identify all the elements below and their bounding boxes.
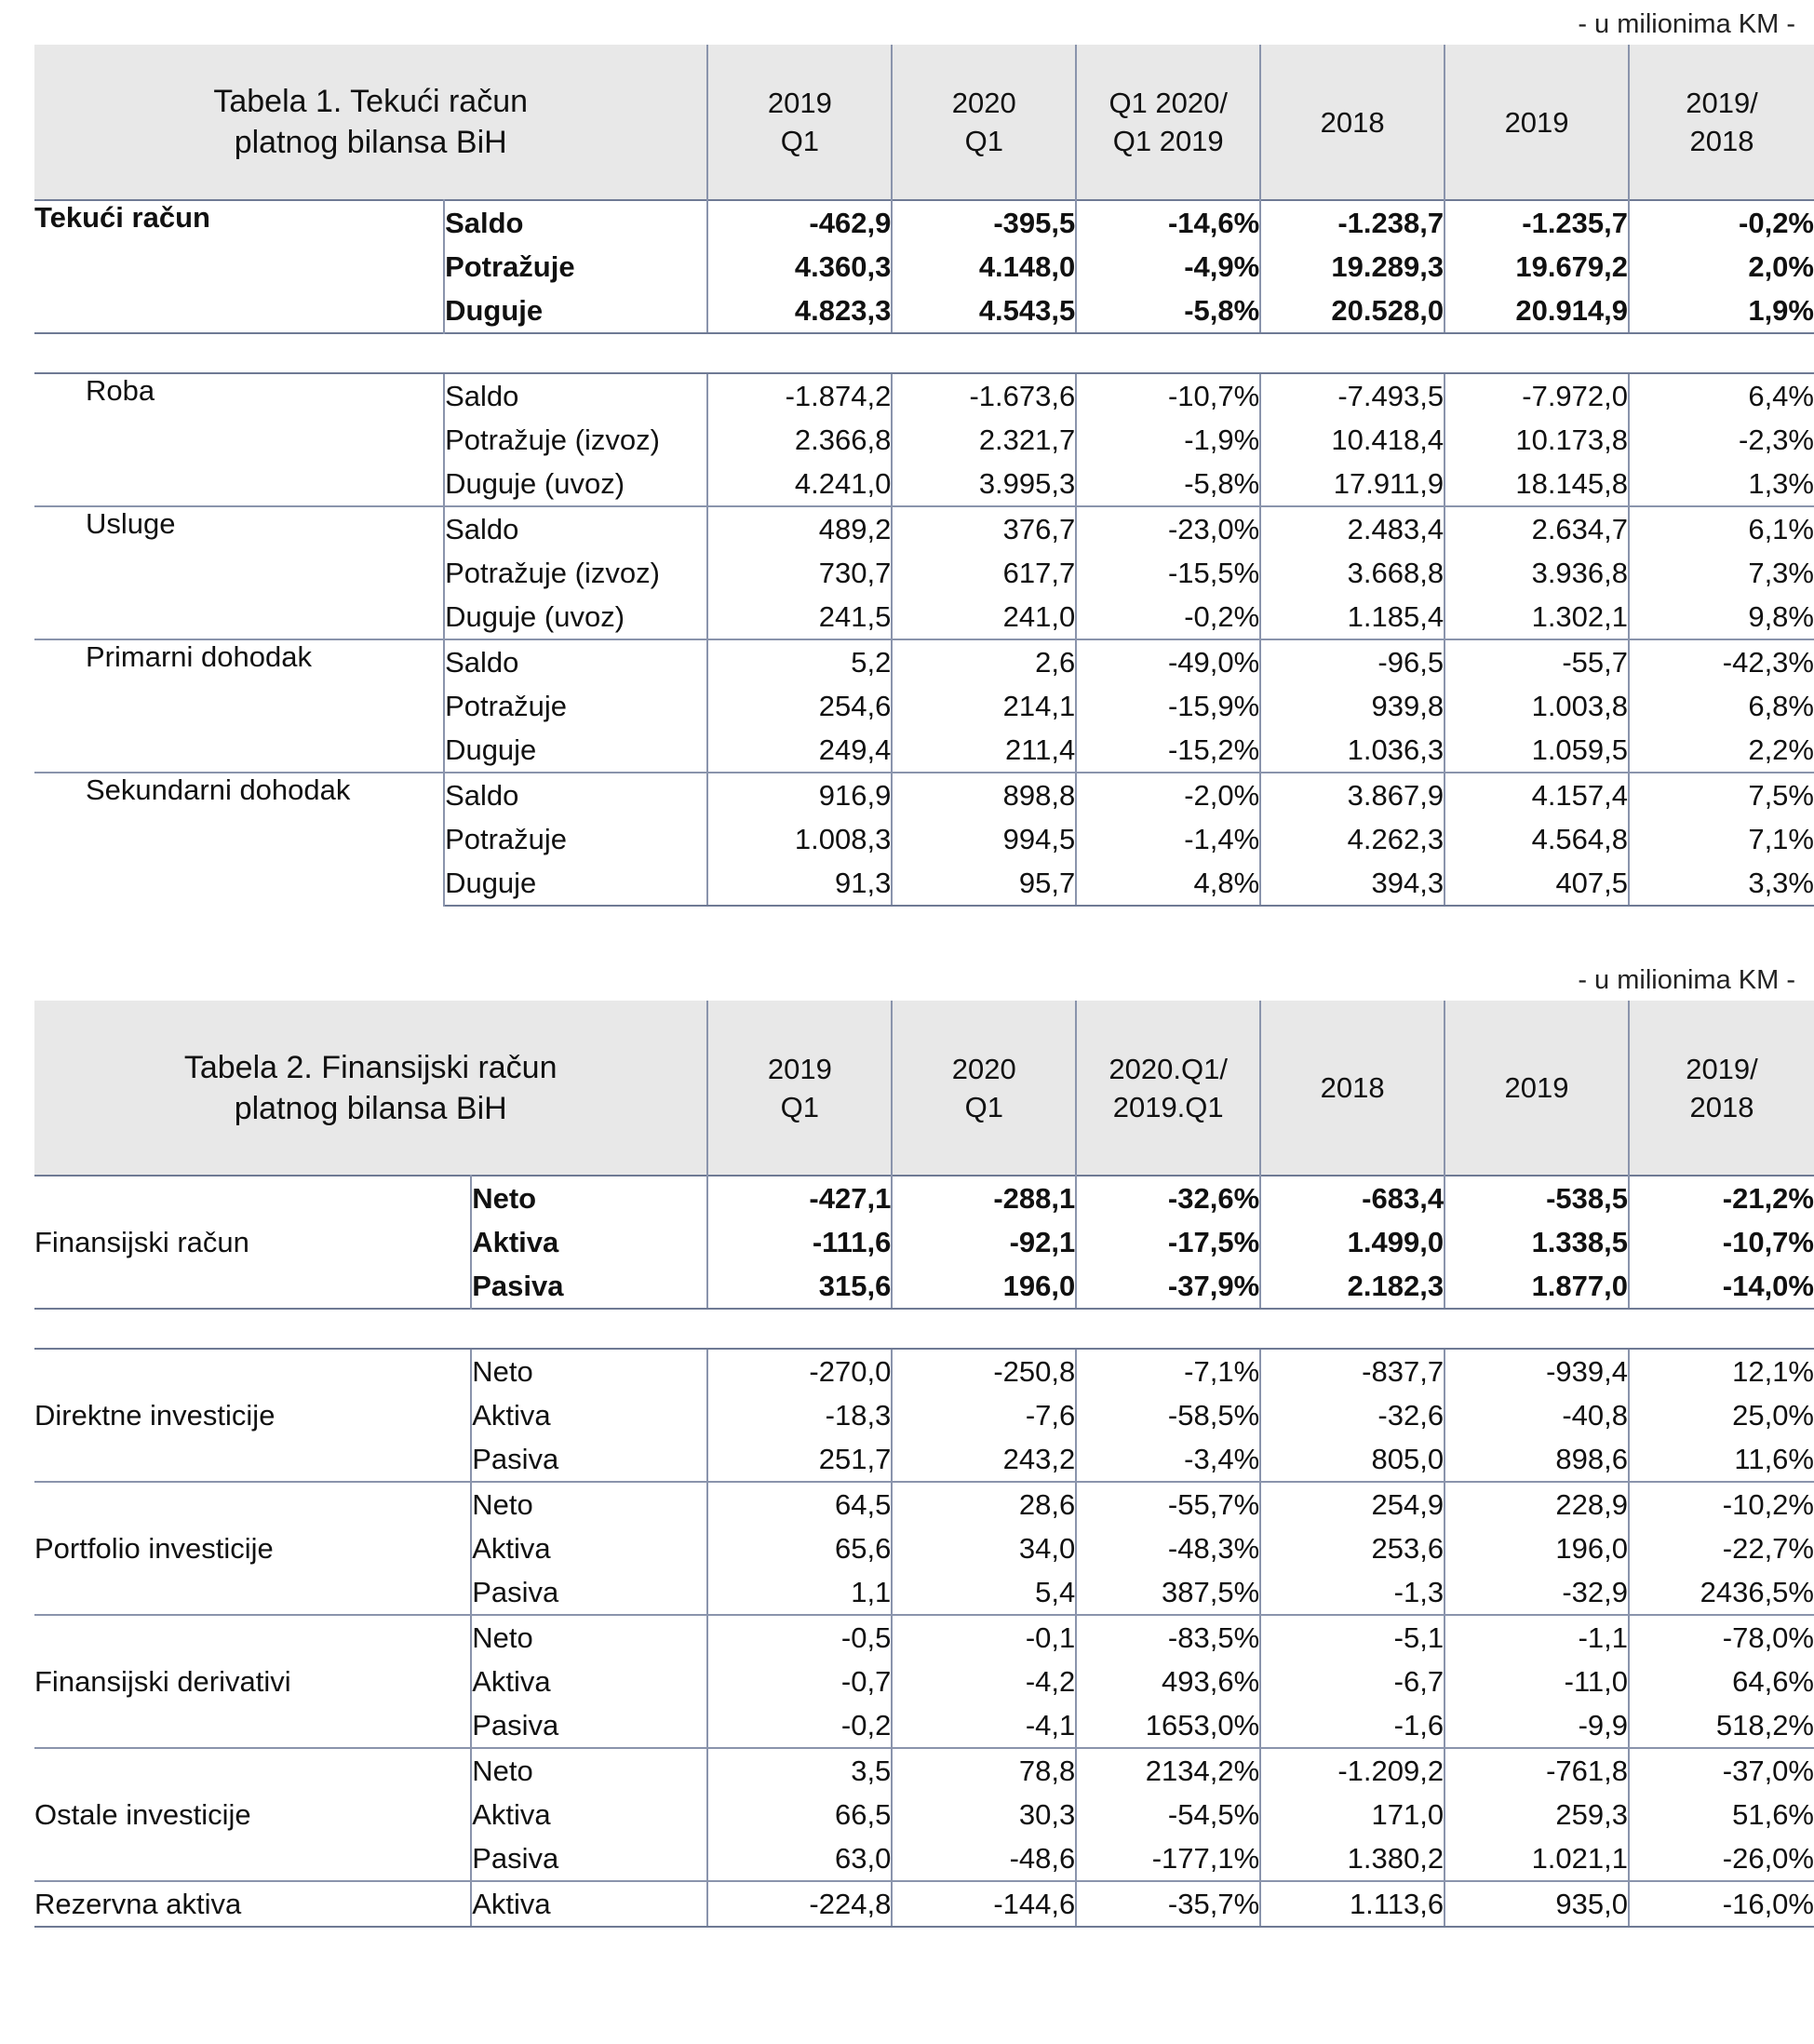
value-cell: 916,9 bbox=[707, 773, 892, 817]
value-cell: -7.972,0 bbox=[1444, 373, 1629, 418]
value-cell: 259,3 bbox=[1444, 1793, 1629, 1836]
value-cell: 1.338,5 bbox=[1444, 1220, 1629, 1264]
value-cell: -270,0 bbox=[707, 1349, 892, 1393]
value-cell: 1.008,3 bbox=[707, 817, 892, 861]
value-cell: 2.182,3 bbox=[1260, 1264, 1444, 1309]
row-sub-label: Pasiva bbox=[471, 1264, 707, 1309]
row-sub-label: Aktiva bbox=[471, 1220, 707, 1264]
financial-account-table bbox=[34, 1001, 1814, 1928]
group-label: Roba bbox=[34, 373, 444, 506]
group-label: Rezervna aktiva bbox=[34, 1881, 471, 1927]
row-sub-label: Pasiva bbox=[471, 1703, 707, 1748]
table1-title bbox=[34, 45, 707, 200]
value-cell: 51,6% bbox=[1732, 1797, 1814, 1831]
value-cell: -4,9% bbox=[1076, 245, 1260, 289]
table-row bbox=[34, 1615, 1814, 1660]
value-cell: 4.157,4 bbox=[1444, 773, 1629, 817]
value-cell: -395,5 bbox=[892, 200, 1076, 245]
value-cell: 20.914,9 bbox=[1444, 289, 1629, 333]
value-cell: -23,0% bbox=[1076, 506, 1260, 551]
table1-col-header-4 bbox=[1444, 45, 1629, 200]
value-cell: 4.564,8 bbox=[1444, 817, 1629, 861]
value-cell: -92,1 bbox=[892, 1220, 1076, 1264]
value-cell: 7,5% bbox=[1629, 773, 1814, 817]
value-cell: 9,8% bbox=[1748, 599, 1814, 633]
table1-col-header-3 bbox=[1260, 45, 1444, 200]
row-sub-label: Aktiva bbox=[471, 1526, 707, 1570]
row-sub-label: Potražuje (izvoz) bbox=[444, 551, 707, 595]
value-cell: 251,7 bbox=[707, 1437, 892, 1482]
table1-col-header-3-line0: 2018 bbox=[1320, 105, 1385, 139]
value-cell: -78,0% bbox=[1629, 1615, 1814, 1660]
value-cell: -288,1 bbox=[892, 1176, 1076, 1220]
group-label: Tekući račun bbox=[34, 200, 444, 333]
table1-col-header-2 bbox=[1076, 45, 1260, 200]
value-cell: -0,2% bbox=[1629, 200, 1814, 245]
value-cell: 25,0% bbox=[1732, 1398, 1814, 1432]
row-sub-label: Duguje bbox=[444, 861, 707, 906]
value-cell: 11,6% bbox=[1734, 1442, 1814, 1475]
value-cell: 214,1 bbox=[892, 684, 1076, 728]
value-cell: -1.874,2 bbox=[707, 373, 892, 418]
table1-col-header-4-line0: 2019 bbox=[1504, 105, 1569, 139]
value-cell: 34,0 bbox=[892, 1526, 1076, 1570]
table1-col-header-0-line0: 2019 bbox=[767, 87, 832, 119]
value-cell: 65,6 bbox=[707, 1526, 892, 1570]
value-cell: 241,0 bbox=[892, 595, 1076, 639]
value-cell: -0,2% bbox=[1076, 595, 1260, 639]
table-row bbox=[34, 1482, 1814, 1526]
table2-col-header-1 bbox=[892, 1001, 1076, 1176]
value-cell: 10.173,8 bbox=[1444, 418, 1629, 462]
current-account-table bbox=[34, 45, 1814, 907]
group-label: Usluge bbox=[34, 506, 444, 639]
value-cell: -21,2% bbox=[1629, 1176, 1814, 1220]
value-cell: -1,9% bbox=[1076, 418, 1260, 462]
value-cell: 4,8% bbox=[1076, 861, 1260, 906]
value-cell: 3.668,8 bbox=[1260, 551, 1444, 595]
value-cell: 315,6 bbox=[707, 1264, 892, 1309]
table1-title-line1: Tabela 1. Tekući račun bbox=[213, 84, 529, 119]
table2-title-line1: Tabela 2. Finansijski račun bbox=[183, 1049, 558, 1085]
value-cell: 254,6 bbox=[707, 684, 892, 728]
row-sub-label: Pasiva bbox=[471, 1570, 707, 1615]
value-cell: -7,6 bbox=[892, 1393, 1076, 1437]
value-cell: 243,2 bbox=[892, 1437, 1076, 1482]
table2-col-header-4 bbox=[1444, 1001, 1629, 1176]
table2-col-header-4-line0: 2019 bbox=[1504, 1071, 1569, 1104]
value-cell: -42,3% bbox=[1629, 639, 1814, 684]
value-cell: -58,5% bbox=[1076, 1393, 1260, 1437]
separator-cell bbox=[34, 333, 1814, 373]
table2-col-header-3 bbox=[1260, 1001, 1444, 1176]
value-cell: 19.679,2 bbox=[1444, 245, 1629, 289]
value-cell: -32,9 bbox=[1444, 1570, 1629, 1615]
value-cell: 805,0 bbox=[1260, 1437, 1444, 1482]
group-label: Sekundarni dohodak bbox=[34, 773, 444, 906]
value-cell: 4.241,0 bbox=[707, 462, 892, 506]
value-cell: -1,3 bbox=[1260, 1570, 1444, 1615]
value-cell: -111,6 bbox=[707, 1220, 892, 1264]
table-row bbox=[34, 1748, 1814, 1793]
value-cell: -761,8 bbox=[1444, 1748, 1629, 1793]
table1-col-header-2-line0: Q1 2020/ bbox=[1109, 87, 1228, 119]
value-cell: 489,2 bbox=[707, 506, 892, 551]
table2-col-header-1-line1: Q1 bbox=[964, 1090, 1003, 1123]
unit-label-table1: - u milionima KM - bbox=[1578, 9, 1795, 39]
value-cell: 2436,5% bbox=[1700, 1575, 1814, 1608]
value-cell: -49,0% bbox=[1076, 639, 1260, 684]
value-cell: -2,0% bbox=[1076, 773, 1260, 817]
value-cell: -10,2% bbox=[1629, 1482, 1814, 1526]
table1-col-header-1 bbox=[892, 45, 1076, 200]
row-sub-label: Potražuje bbox=[444, 245, 707, 289]
value-cell: -48,6 bbox=[892, 1836, 1076, 1881]
value-cell: 2.483,4 bbox=[1260, 506, 1444, 551]
value-cell: 2,2% bbox=[1748, 733, 1814, 766]
table-row bbox=[34, 1881, 1814, 1927]
value-cell: 241,5 bbox=[707, 595, 892, 639]
table2-col-header-0 bbox=[707, 1001, 892, 1176]
row-sub-label: Saldo bbox=[444, 773, 707, 817]
value-cell: 994,5 bbox=[892, 817, 1076, 861]
value-cell: 66,5 bbox=[707, 1793, 892, 1836]
value-cell: 253,6 bbox=[1260, 1526, 1444, 1570]
value-cell: -5,8% bbox=[1076, 289, 1260, 333]
value-cell: 3.995,3 bbox=[892, 462, 1076, 506]
value-cell: -1.238,7 bbox=[1260, 200, 1444, 245]
row-sub-label: Saldo bbox=[444, 639, 707, 684]
value-cell: -16,0% bbox=[1629, 1881, 1814, 1927]
value-cell: 228,9 bbox=[1444, 1482, 1629, 1526]
value-cell: 2.321,7 bbox=[892, 418, 1076, 462]
table2-title-line2: platnog bilansa BiH bbox=[234, 1090, 507, 1126]
group-label: Finansijski račun bbox=[34, 1176, 471, 1309]
group-label: Ostale investicije bbox=[34, 1748, 471, 1881]
value-cell: -14,0% bbox=[1629, 1264, 1814, 1309]
value-cell: 935,0 bbox=[1444, 1881, 1629, 1927]
value-cell: 518,2% bbox=[1715, 1708, 1814, 1741]
value-cell: -1.673,6 bbox=[892, 373, 1076, 418]
value-cell: 493,6% bbox=[1076, 1660, 1260, 1703]
value-cell: -37,9% bbox=[1076, 1264, 1260, 1309]
value-cell: 78,8 bbox=[892, 1748, 1076, 1793]
row-sub-label: Duguje bbox=[444, 289, 707, 333]
table1-col-header-2-line1: Q1 2019 bbox=[1112, 125, 1224, 157]
value-cell: -5,1 bbox=[1260, 1615, 1444, 1660]
table1-title-line2: platnog bilansa BiH bbox=[234, 125, 507, 160]
value-cell: 4.823,3 bbox=[707, 289, 892, 333]
row-sub-label: Neto bbox=[471, 1176, 707, 1220]
value-cell: 898,6 bbox=[1444, 1437, 1629, 1482]
table-row bbox=[34, 1176, 1814, 1220]
value-cell: 28,6 bbox=[892, 1482, 1076, 1526]
value-cell: -224,8 bbox=[707, 1881, 892, 1927]
value-cell: 211,4 bbox=[892, 728, 1076, 773]
value-cell: -939,4 bbox=[1444, 1349, 1629, 1393]
group-label: Direktne investicije bbox=[34, 1349, 471, 1482]
value-cell: 64,5 bbox=[707, 1482, 892, 1526]
row-sub-label: Potražuje bbox=[444, 684, 707, 728]
value-cell: 1.499,0 bbox=[1260, 1220, 1444, 1264]
value-cell: 6,4% bbox=[1629, 373, 1814, 418]
value-cell: 1.380,2 bbox=[1260, 1836, 1444, 1881]
value-cell: -427,1 bbox=[707, 1176, 892, 1220]
group-label: Portfolio investicije bbox=[34, 1482, 471, 1615]
table1-col-header-5-line0: 2019/ bbox=[1686, 87, 1758, 119]
value-cell: 1.003,8 bbox=[1444, 684, 1629, 728]
value-cell: 1.036,3 bbox=[1260, 728, 1444, 773]
group-label: Finansijski derivativi bbox=[34, 1615, 471, 1748]
value-cell: 6,1% bbox=[1629, 506, 1814, 551]
value-cell: -54,5% bbox=[1076, 1793, 1260, 1836]
value-cell: -7.493,5 bbox=[1260, 373, 1444, 418]
table-row bbox=[34, 506, 1814, 551]
value-cell: 2.366,8 bbox=[707, 418, 892, 462]
row-sub-label: Aktiva bbox=[471, 1881, 707, 1927]
value-cell: 376,7 bbox=[892, 506, 1076, 551]
value-cell: -26,0% bbox=[1722, 1841, 1814, 1875]
value-cell: 63,0 bbox=[707, 1836, 892, 1881]
value-cell: -144,6 bbox=[892, 1881, 1076, 1927]
value-cell: 730,7 bbox=[707, 551, 892, 595]
table2-col-header-0-line0: 2019 bbox=[767, 1052, 832, 1085]
value-cell: -32,6 bbox=[1260, 1393, 1444, 1437]
value-cell: 7,3% bbox=[1748, 556, 1814, 589]
value-cell: -837,7 bbox=[1260, 1349, 1444, 1393]
value-cell: -4,2 bbox=[892, 1660, 1076, 1703]
value-cell: 95,7 bbox=[892, 861, 1076, 906]
value-cell: 1.113,6 bbox=[1260, 1881, 1444, 1927]
value-cell: 407,5 bbox=[1444, 861, 1629, 906]
table2-col-header-2 bbox=[1076, 1001, 1260, 1176]
value-cell: -4,1 bbox=[892, 1703, 1076, 1748]
table1-col-header-5 bbox=[1629, 45, 1814, 200]
separator-cell bbox=[34, 1309, 1814, 1349]
table2-col-header-1-line0: 2020 bbox=[951, 1052, 1016, 1085]
value-cell: 171,0 bbox=[1260, 1793, 1444, 1836]
value-cell: 1,3% bbox=[1748, 466, 1814, 500]
value-cell: -1,4% bbox=[1076, 817, 1260, 861]
value-cell: -0,1 bbox=[892, 1615, 1076, 1660]
value-cell: 17.911,9 bbox=[1260, 462, 1444, 506]
table2-col-header-2-line1: 2019.Q1 bbox=[1112, 1090, 1224, 1123]
value-cell: 4.262,3 bbox=[1260, 817, 1444, 861]
row-sub-label: Saldo bbox=[444, 200, 707, 245]
value-cell: 898,8 bbox=[892, 773, 1076, 817]
value-cell: 1.185,4 bbox=[1260, 595, 1444, 639]
value-cell: -35,7% bbox=[1076, 1881, 1260, 1927]
table1-col-header-0 bbox=[707, 45, 892, 200]
value-cell: 18.145,8 bbox=[1444, 462, 1629, 506]
value-cell: 617,7 bbox=[892, 551, 1076, 595]
value-cell: 249,4 bbox=[707, 728, 892, 773]
value-cell: 394,3 bbox=[1260, 861, 1444, 906]
value-cell: -55,7% bbox=[1076, 1482, 1260, 1526]
row-sub-label: Neto bbox=[471, 1748, 707, 1793]
value-cell: 3.936,8 bbox=[1444, 551, 1629, 595]
value-cell: 2.634,7 bbox=[1444, 506, 1629, 551]
table-separator bbox=[34, 1309, 1814, 1349]
row-sub-label: Duguje (uvoz) bbox=[444, 595, 707, 639]
table2-title bbox=[34, 1001, 707, 1176]
value-cell: -48,3% bbox=[1076, 1526, 1260, 1570]
value-cell: 1.302,1 bbox=[1444, 595, 1629, 639]
table-row bbox=[34, 1349, 1814, 1393]
value-cell: 12,1% bbox=[1629, 1349, 1814, 1393]
value-cell: -2,3% bbox=[1739, 423, 1814, 456]
row-sub-label: Potražuje bbox=[444, 817, 707, 861]
value-cell: 1653,0% bbox=[1076, 1703, 1260, 1748]
table-row bbox=[34, 200, 1814, 245]
value-cell: 7,1% bbox=[1748, 822, 1814, 855]
value-cell: 196,0 bbox=[892, 1264, 1076, 1309]
value-cell: -0,2 bbox=[707, 1703, 892, 1748]
value-cell: 3,3% bbox=[1629, 861, 1814, 906]
value-cell: -462,9 bbox=[707, 200, 892, 245]
value-cell: -22,7% bbox=[1722, 1531, 1814, 1565]
value-cell: -11,0 bbox=[1444, 1660, 1629, 1703]
table2-col-header-3-line0: 2018 bbox=[1320, 1071, 1385, 1104]
value-cell: 1,9% bbox=[1629, 289, 1814, 333]
table-separator bbox=[34, 333, 1814, 373]
value-cell: -5,8% bbox=[1076, 462, 1260, 506]
value-cell: -538,5 bbox=[1444, 1176, 1629, 1220]
value-cell: 19.289,3 bbox=[1260, 245, 1444, 289]
value-cell: 254,9 bbox=[1260, 1482, 1444, 1526]
table2-col-header-5-line0: 2019/ bbox=[1686, 1052, 1758, 1085]
table1-col-header-1-line1: Q1 bbox=[964, 125, 1003, 157]
table1-header-row bbox=[34, 45, 1814, 200]
value-cell: 1.059,5 bbox=[1444, 728, 1629, 773]
row-sub-label: Saldo bbox=[444, 506, 707, 551]
table2-col-header-2-line0: 2020.Q1/ bbox=[1109, 1052, 1228, 1085]
table2-col-header-0-line1: Q1 bbox=[780, 1090, 820, 1123]
row-sub-label: Aktiva bbox=[471, 1793, 707, 1836]
value-cell: 387,5% bbox=[1076, 1570, 1260, 1615]
value-cell: 1.877,0 bbox=[1444, 1264, 1629, 1309]
table-row bbox=[34, 773, 1814, 817]
table2-header-row bbox=[34, 1001, 1814, 1176]
group-label: Primarni dohodak bbox=[34, 639, 444, 773]
value-cell: -18,3 bbox=[707, 1393, 892, 1437]
value-cell: 196,0 bbox=[1444, 1526, 1629, 1570]
value-cell: 939,8 bbox=[1260, 684, 1444, 728]
value-cell: -83,5% bbox=[1076, 1615, 1260, 1660]
value-cell: 5,4 bbox=[892, 1570, 1076, 1615]
value-cell: -0,5 bbox=[707, 1615, 892, 1660]
value-cell: 91,3 bbox=[707, 861, 892, 906]
row-sub-label: Duguje bbox=[444, 728, 707, 773]
value-cell: -14,6% bbox=[1076, 200, 1260, 245]
value-cell: 6,8% bbox=[1748, 689, 1814, 722]
table2-col-header-5-line1: 2018 bbox=[1689, 1090, 1754, 1123]
value-cell: 20.528,0 bbox=[1260, 289, 1444, 333]
value-cell: 2,0% bbox=[1748, 249, 1814, 283]
value-cell: 64,6% bbox=[1732, 1664, 1814, 1698]
value-cell: -1,1 bbox=[1444, 1615, 1629, 1660]
table1-col-header-1-line0: 2020 bbox=[951, 87, 1016, 119]
value-cell: -40,8 bbox=[1444, 1393, 1629, 1437]
value-cell: -0,7 bbox=[707, 1660, 892, 1703]
value-cell: -1.235,7 bbox=[1444, 200, 1629, 245]
table1-col-header-5-line1: 2018 bbox=[1689, 125, 1754, 157]
unit-label-table2: - u milionima KM - bbox=[1578, 965, 1795, 995]
value-cell: 1,1 bbox=[707, 1570, 892, 1615]
value-cell: 10.418,4 bbox=[1260, 418, 1444, 462]
value-cell: 5,2 bbox=[707, 639, 892, 684]
row-sub-label: Pasiva bbox=[471, 1836, 707, 1881]
table-row bbox=[34, 373, 1814, 418]
value-cell: -7,1% bbox=[1076, 1349, 1260, 1393]
row-sub-label: Neto bbox=[471, 1482, 707, 1526]
value-cell: -1.209,2 bbox=[1260, 1748, 1444, 1793]
value-cell: 30,3 bbox=[892, 1793, 1076, 1836]
value-cell: -15,9% bbox=[1076, 684, 1260, 728]
table-row bbox=[34, 639, 1814, 684]
value-cell: 4.543,5 bbox=[892, 289, 1076, 333]
value-cell: -10,7% bbox=[1076, 373, 1260, 418]
row-sub-label: Neto bbox=[471, 1349, 707, 1393]
value-cell: 4.360,3 bbox=[707, 245, 892, 289]
value-cell: 1.021,1 bbox=[1444, 1836, 1629, 1881]
row-sub-label: Saldo bbox=[444, 373, 707, 418]
value-cell: -17,5% bbox=[1076, 1220, 1260, 1264]
value-cell: 4.148,0 bbox=[892, 245, 1076, 289]
value-cell: -15,2% bbox=[1076, 728, 1260, 773]
value-cell: -15,5% bbox=[1076, 551, 1260, 595]
row-sub-label: Duguje (uvoz) bbox=[444, 462, 707, 506]
value-cell: -6,7 bbox=[1260, 1660, 1444, 1703]
row-sub-label: Pasiva bbox=[471, 1437, 707, 1482]
row-sub-label: Aktiva bbox=[471, 1393, 707, 1437]
value-cell: -1,6 bbox=[1260, 1703, 1444, 1748]
value-cell: 2,6 bbox=[892, 639, 1076, 684]
row-sub-label: Potražuje (izvoz) bbox=[444, 418, 707, 462]
value-cell: -96,5 bbox=[1260, 639, 1444, 684]
value-cell: -10,7% bbox=[1722, 1225, 1814, 1258]
value-cell: -250,8 bbox=[892, 1349, 1076, 1393]
value-cell: -32,6% bbox=[1076, 1176, 1260, 1220]
value-cell: 3,5 bbox=[707, 1748, 892, 1793]
row-sub-label: Neto bbox=[471, 1615, 707, 1660]
value-cell: -177,1% bbox=[1076, 1836, 1260, 1881]
value-cell: -3,4% bbox=[1076, 1437, 1260, 1482]
value-cell: -683,4 bbox=[1260, 1176, 1444, 1220]
table2-col-header-5 bbox=[1629, 1001, 1814, 1176]
value-cell: -55,7 bbox=[1444, 639, 1629, 684]
table1-col-header-0-line1: Q1 bbox=[780, 125, 820, 157]
value-cell: -37,0% bbox=[1629, 1748, 1814, 1793]
value-cell: 2134,2% bbox=[1076, 1748, 1260, 1793]
value-cell: 3.867,9 bbox=[1260, 773, 1444, 817]
value-cell: -9,9 bbox=[1444, 1703, 1629, 1748]
row-sub-label: Aktiva bbox=[471, 1660, 707, 1703]
